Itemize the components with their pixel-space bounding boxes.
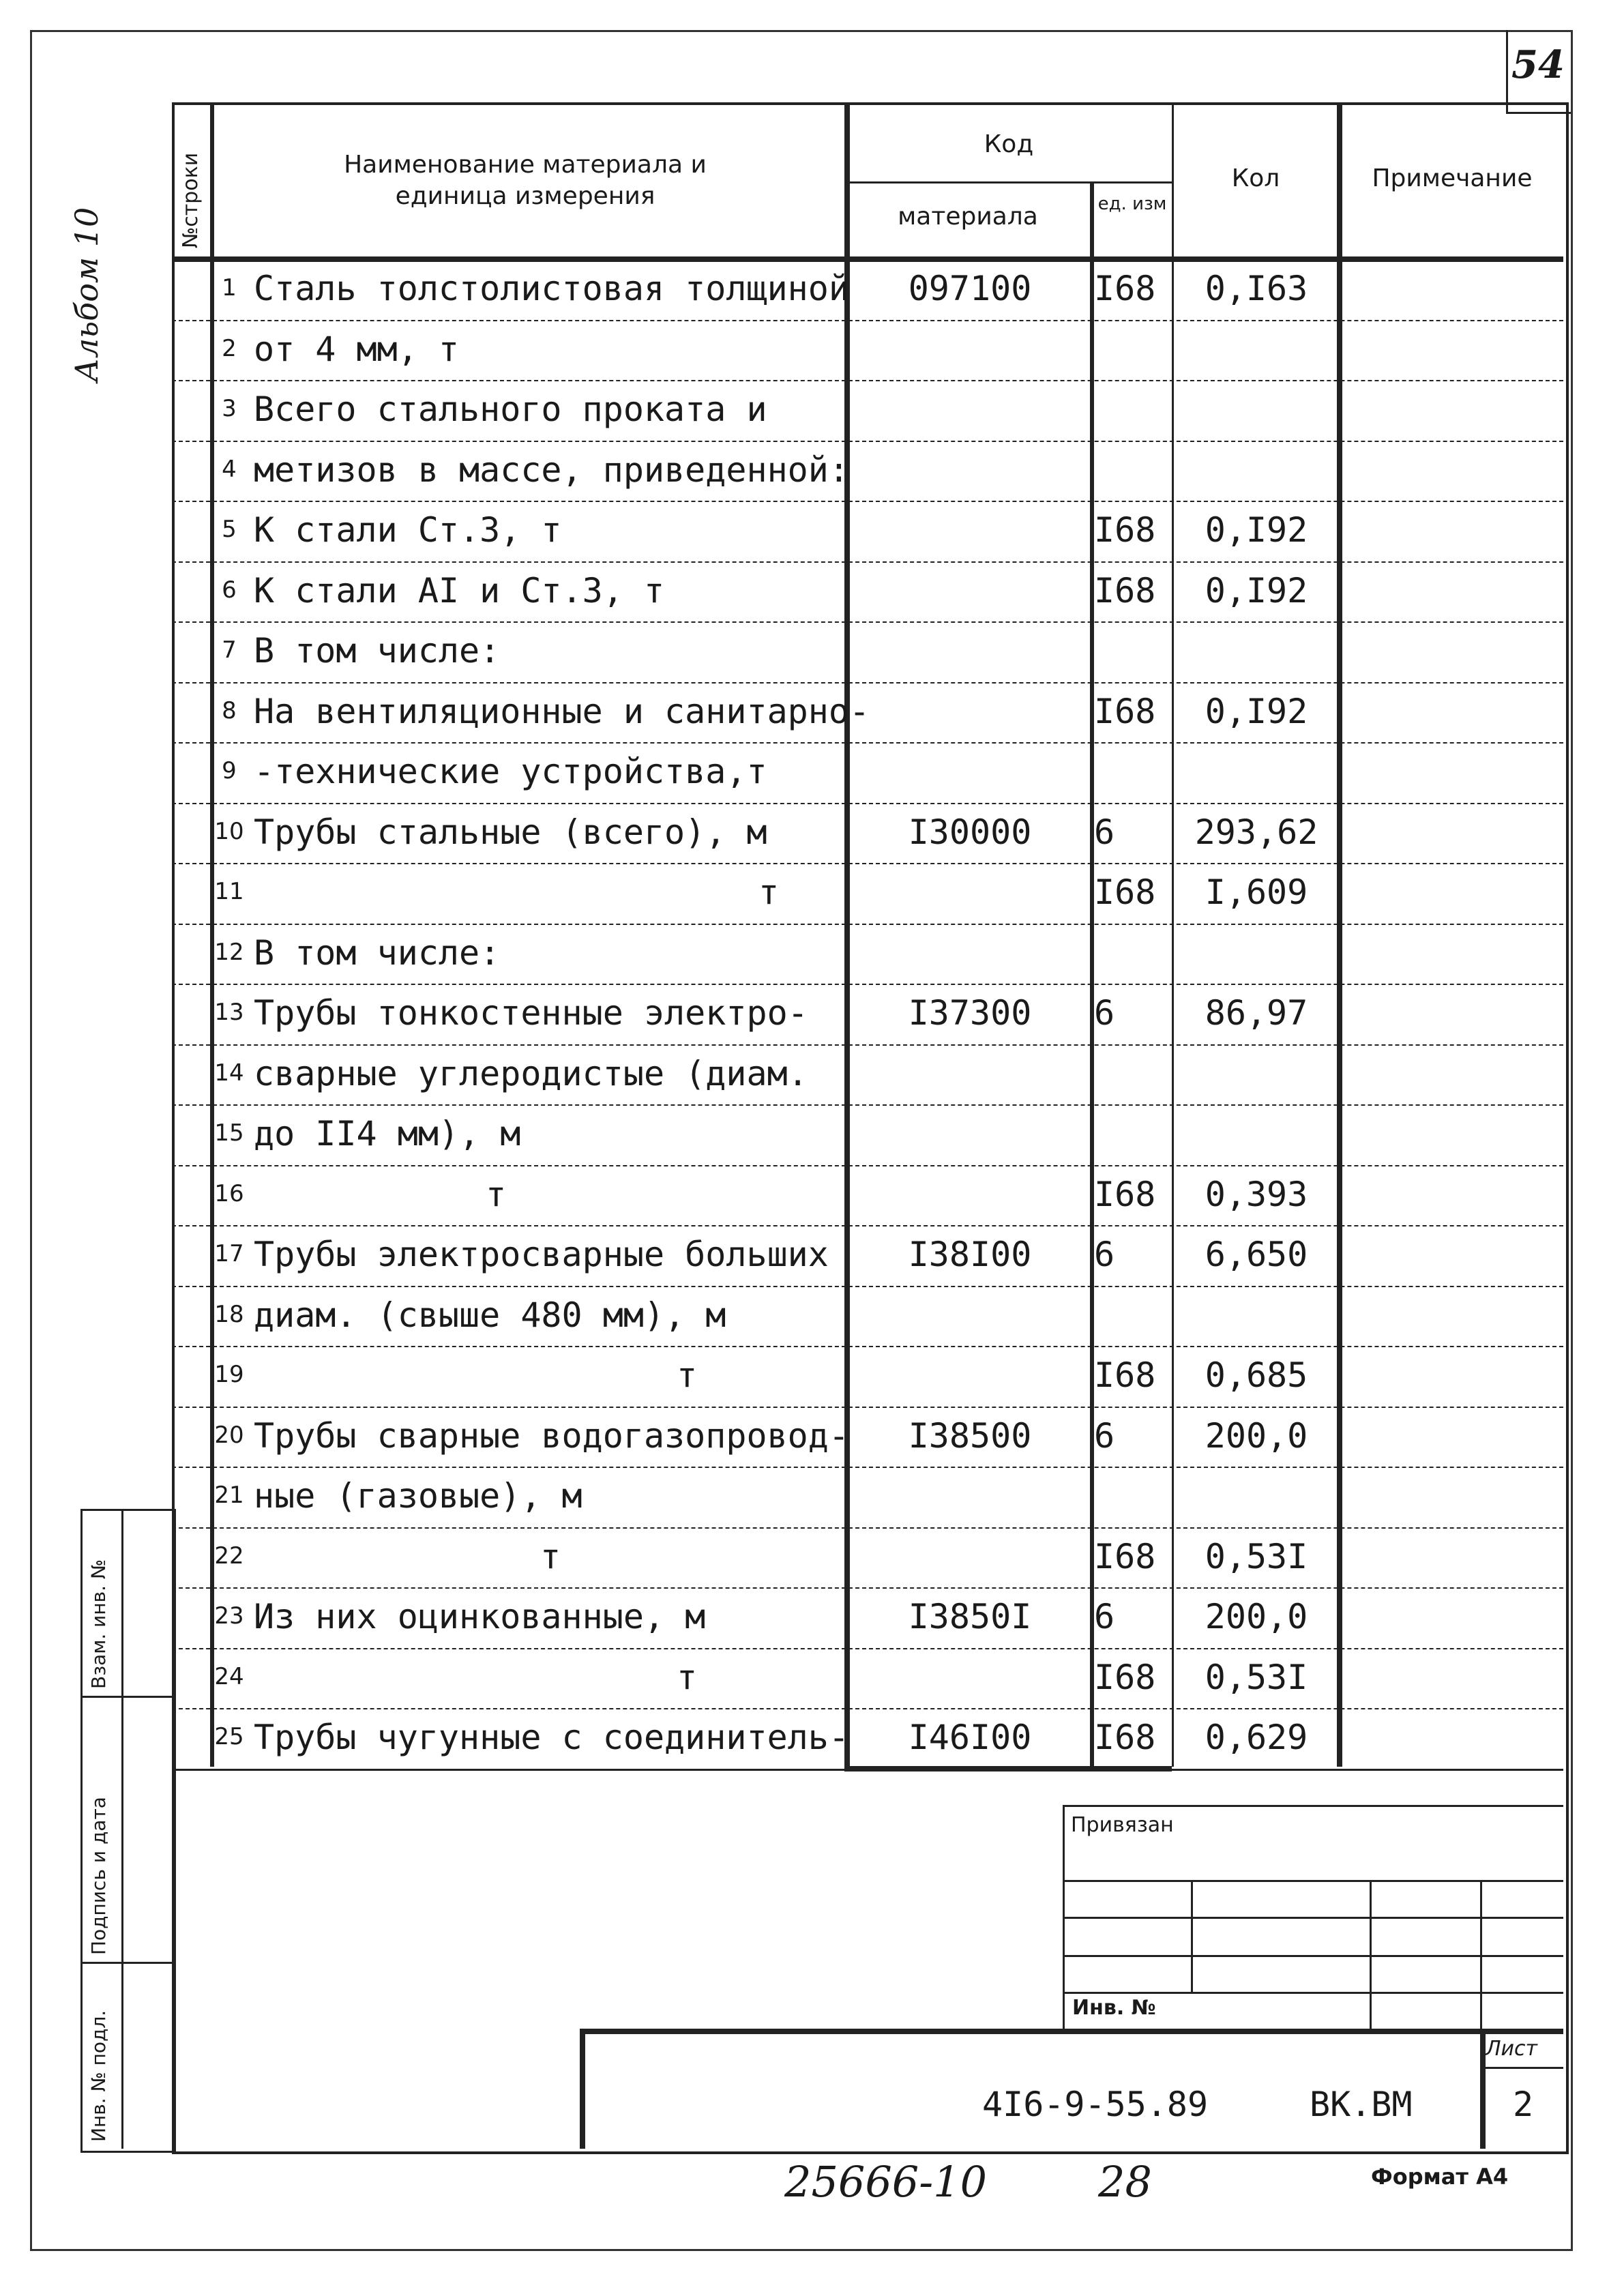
row-separator — [172, 924, 1563, 925]
material-name: т — [677, 1657, 698, 1697]
side-stamp-divider — [121, 1509, 123, 2149]
quantity: 6,650 — [1205, 1235, 1308, 1274]
unit-code: I68 — [1094, 510, 1156, 550]
quantity: 0,I63 — [1205, 269, 1308, 308]
quantity: 0,393 — [1205, 1174, 1308, 1214]
row-number: 5 — [222, 516, 237, 543]
row-separator — [172, 863, 1563, 864]
header-qty: Кол — [1231, 164, 1280, 192]
unit-code: 6 — [1094, 1597, 1115, 1636]
side-vzam-label: Взам. инв. № — [87, 1559, 110, 1689]
row-separator — [172, 1467, 1563, 1468]
header-sub-line — [844, 181, 1172, 183]
material-name: На вентиляционные и санитарно- — [254, 691, 870, 731]
title-grid-line-1 — [1063, 1880, 1563, 1882]
title-grid-line-3 — [1063, 1955, 1563, 1957]
row-number: 14 — [214, 1059, 244, 1087]
quantity: I,609 — [1205, 872, 1308, 912]
header-code-material: материала — [898, 203, 1038, 231]
material-name: метизов в массе, приведенной: — [254, 450, 849, 490]
sheet-cell-divider — [1480, 2067, 1563, 2069]
quantity: 293,62 — [1194, 812, 1318, 852]
header-name-line1: Наименование материала и — [344, 151, 707, 179]
row-separator — [172, 803, 1563, 804]
header-code-unit: ед. изм — [1097, 194, 1167, 214]
row-separator — [172, 1225, 1563, 1226]
material-name: Из них оцинкованные, м — [254, 1597, 706, 1636]
col-line-qty-left — [1172, 102, 1174, 1767]
material-code: I3850I — [908, 1597, 1032, 1636]
row-number: 1 — [222, 274, 237, 302]
row-separator — [172, 1286, 1563, 1287]
material-code: I30000 — [908, 812, 1032, 852]
material-name: т — [486, 1174, 507, 1214]
main-stamp-left — [580, 2029, 585, 2149]
inv-no-label: Инв. № — [1072, 1996, 1156, 2020]
page-number: 54 — [1511, 42, 1565, 87]
row-number: 13 — [214, 999, 244, 1026]
row-separator — [172, 1165, 1563, 1166]
row-separator — [172, 1708, 1563, 1709]
album-label: Альбом 10 — [68, 207, 105, 382]
material-code: I38500 — [908, 1415, 1032, 1456]
side-stamp-line-2 — [80, 1962, 172, 1964]
material-name: К стали AI и Ст.3, т — [254, 570, 665, 611]
sheet-number: 2 — [1512, 2085, 1534, 2124]
unit-code: I68 — [1094, 872, 1156, 912]
footer-handwritten-number: 25666-10 — [784, 2157, 988, 2207]
unit-code: I68 — [1094, 1355, 1156, 1395]
unit-code: 6 — [1094, 1235, 1115, 1274]
header-note: Примечание — [1372, 164, 1533, 192]
material-name: т — [540, 1536, 561, 1576]
title-block-top — [1063, 1805, 1563, 1807]
row-separator — [172, 1346, 1563, 1347]
main-stamp-top — [580, 2029, 1563, 2034]
material-name: Трубы чугунные с соединитель- — [254, 1718, 849, 1757]
row-number: 10 — [214, 817, 244, 845]
row-number: 7 — [222, 636, 237, 664]
title-grid-line-4 — [1063, 1992, 1563, 1994]
material-code: I37300 — [908, 993, 1032, 1033]
row-number: 9 — [222, 757, 237, 784]
row-separator — [172, 984, 1563, 985]
row-separator — [172, 1044, 1563, 1046]
material-code: I38I00 — [908, 1235, 1032, 1274]
unit-code: 6 — [1094, 993, 1115, 1033]
unit-code: I68 — [1094, 1174, 1156, 1214]
row-separator — [172, 320, 1563, 321]
title-grid-line-2 — [1063, 1917, 1563, 1919]
row-number: 16 — [214, 1179, 244, 1207]
material-name: диам. (свыше 480 мм), м — [254, 1295, 726, 1335]
row-number: 24 — [214, 1662, 244, 1690]
row-number: 23 — [214, 1602, 244, 1630]
table-body-bottom-line — [172, 1769, 1563, 1771]
row-separator — [172, 1527, 1563, 1529]
quantity: 86,97 — [1205, 993, 1308, 1033]
row-number: 22 — [214, 1542, 244, 1570]
footer-format: Формат А4 — [1371, 2164, 1509, 2190]
row-number: 17 — [214, 1240, 244, 1267]
row-number: 2 — [222, 334, 237, 362]
material-name: Всего стального проката и — [254, 389, 767, 429]
row-separator — [172, 501, 1563, 502]
row-number: 15 — [214, 1119, 244, 1147]
material-name: Трубы сварные водогазопровод- — [254, 1415, 849, 1456]
quantity: 0,53I — [1205, 1536, 1308, 1576]
row-separator — [172, 621, 1563, 623]
material-code: 097100 — [908, 269, 1032, 308]
row-number: 3 — [222, 395, 237, 422]
col-line-note-left — [1337, 102, 1342, 1767]
unit-code: 6 — [1094, 812, 1115, 852]
quantity: 0,I92 — [1205, 570, 1308, 611]
row-separator — [172, 1104, 1563, 1106]
doc-mark: ВК.ВМ — [1310, 2085, 1413, 2124]
row-number: 8 — [222, 696, 237, 724]
row-separator — [172, 1648, 1563, 1649]
sheet-label: Лист — [1486, 2037, 1538, 2061]
unit-code: I68 — [1094, 1536, 1156, 1576]
header-bottom-line — [172, 256, 1563, 262]
row-number: 11 — [214, 878, 244, 905]
row-number: 25 — [214, 1723, 244, 1750]
row-number: 4 — [222, 455, 237, 483]
quantity: 0,53I — [1205, 1657, 1308, 1697]
row-separator — [172, 1407, 1563, 1408]
row-number: 20 — [214, 1421, 244, 1449]
unit-code: I68 — [1094, 1718, 1156, 1757]
material-name: Трубы стальные (всего), м — [254, 812, 767, 852]
row-number: 19 — [214, 1361, 244, 1388]
material-name: В том числе: — [254, 932, 501, 973]
unit-code: I68 — [1094, 691, 1156, 731]
row-separator — [172, 742, 1563, 744]
material-name: Трубы электросварные больших — [254, 1235, 829, 1274]
privyazan-label: Привязан — [1071, 1813, 1174, 1837]
unit-code: 6 — [1094, 1415, 1115, 1456]
row-separator — [172, 441, 1563, 442]
material-name: -технические устройства,т — [254, 752, 767, 791]
material-code: I46I00 — [908, 1718, 1032, 1757]
unit-code: I68 — [1094, 1657, 1156, 1697]
row-separator — [172, 682, 1563, 683]
material-name: Сталь толстолистовая толщиной — [254, 269, 849, 308]
side-podpis-label: Подпись и дата — [87, 1797, 110, 1955]
material-name: ные (газовые), м — [254, 1476, 582, 1516]
material-name: К стали Ст.3, т — [254, 510, 562, 550]
header-row-no: №строки — [179, 152, 203, 248]
doc-code: 4I6-9-55.89 — [982, 2085, 1209, 2124]
header-name-line2: единица измерения — [395, 182, 655, 210]
material-name: Трубы тонкостенные электро- — [254, 993, 808, 1033]
quantity: 0,629 — [1205, 1718, 1308, 1757]
row-separator — [172, 1587, 1563, 1589]
unit-code: I68 — [1094, 269, 1156, 308]
row-separator — [172, 380, 1563, 381]
header-code: Код — [984, 130, 1034, 158]
row-number: 12 — [214, 938, 244, 966]
material-name: до II4 мм), м — [254, 1114, 521, 1153]
title-grid-col-1 — [1191, 1880, 1193, 1992]
unit-code: I68 — [1094, 570, 1156, 611]
row-number: 6 — [222, 576, 237, 604]
material-name: от 4 мм, т — [254, 329, 460, 369]
title-grid-col-2 — [1370, 1880, 1372, 2030]
row-separator — [172, 561, 1563, 563]
quantity: 0,I92 — [1205, 510, 1308, 550]
row-number: 18 — [214, 1300, 244, 1328]
col-line-code-left — [844, 102, 850, 1767]
side-stamp-line-1 — [80, 1696, 172, 1698]
material-name: В том числе: — [254, 631, 501, 671]
row-number: 21 — [214, 1482, 244, 1509]
material-name: т — [758, 872, 780, 912]
col-line-unit-left — [1090, 183, 1094, 1767]
quantity: 200,0 — [1205, 1597, 1308, 1636]
material-name: т — [677, 1355, 698, 1395]
quantity: 0,I92 — [1205, 691, 1308, 731]
footer-handwritten-page: 28 — [1098, 2157, 1152, 2207]
quantity: 0,685 — [1205, 1355, 1308, 1395]
material-name: сварные углеродистые (диам. — [254, 1053, 808, 1093]
quantity: 200,0 — [1205, 1415, 1308, 1456]
title-grid-col-3 — [1480, 1880, 1482, 2030]
side-inv-podl-label: Инв. № подл. — [87, 2010, 110, 2142]
